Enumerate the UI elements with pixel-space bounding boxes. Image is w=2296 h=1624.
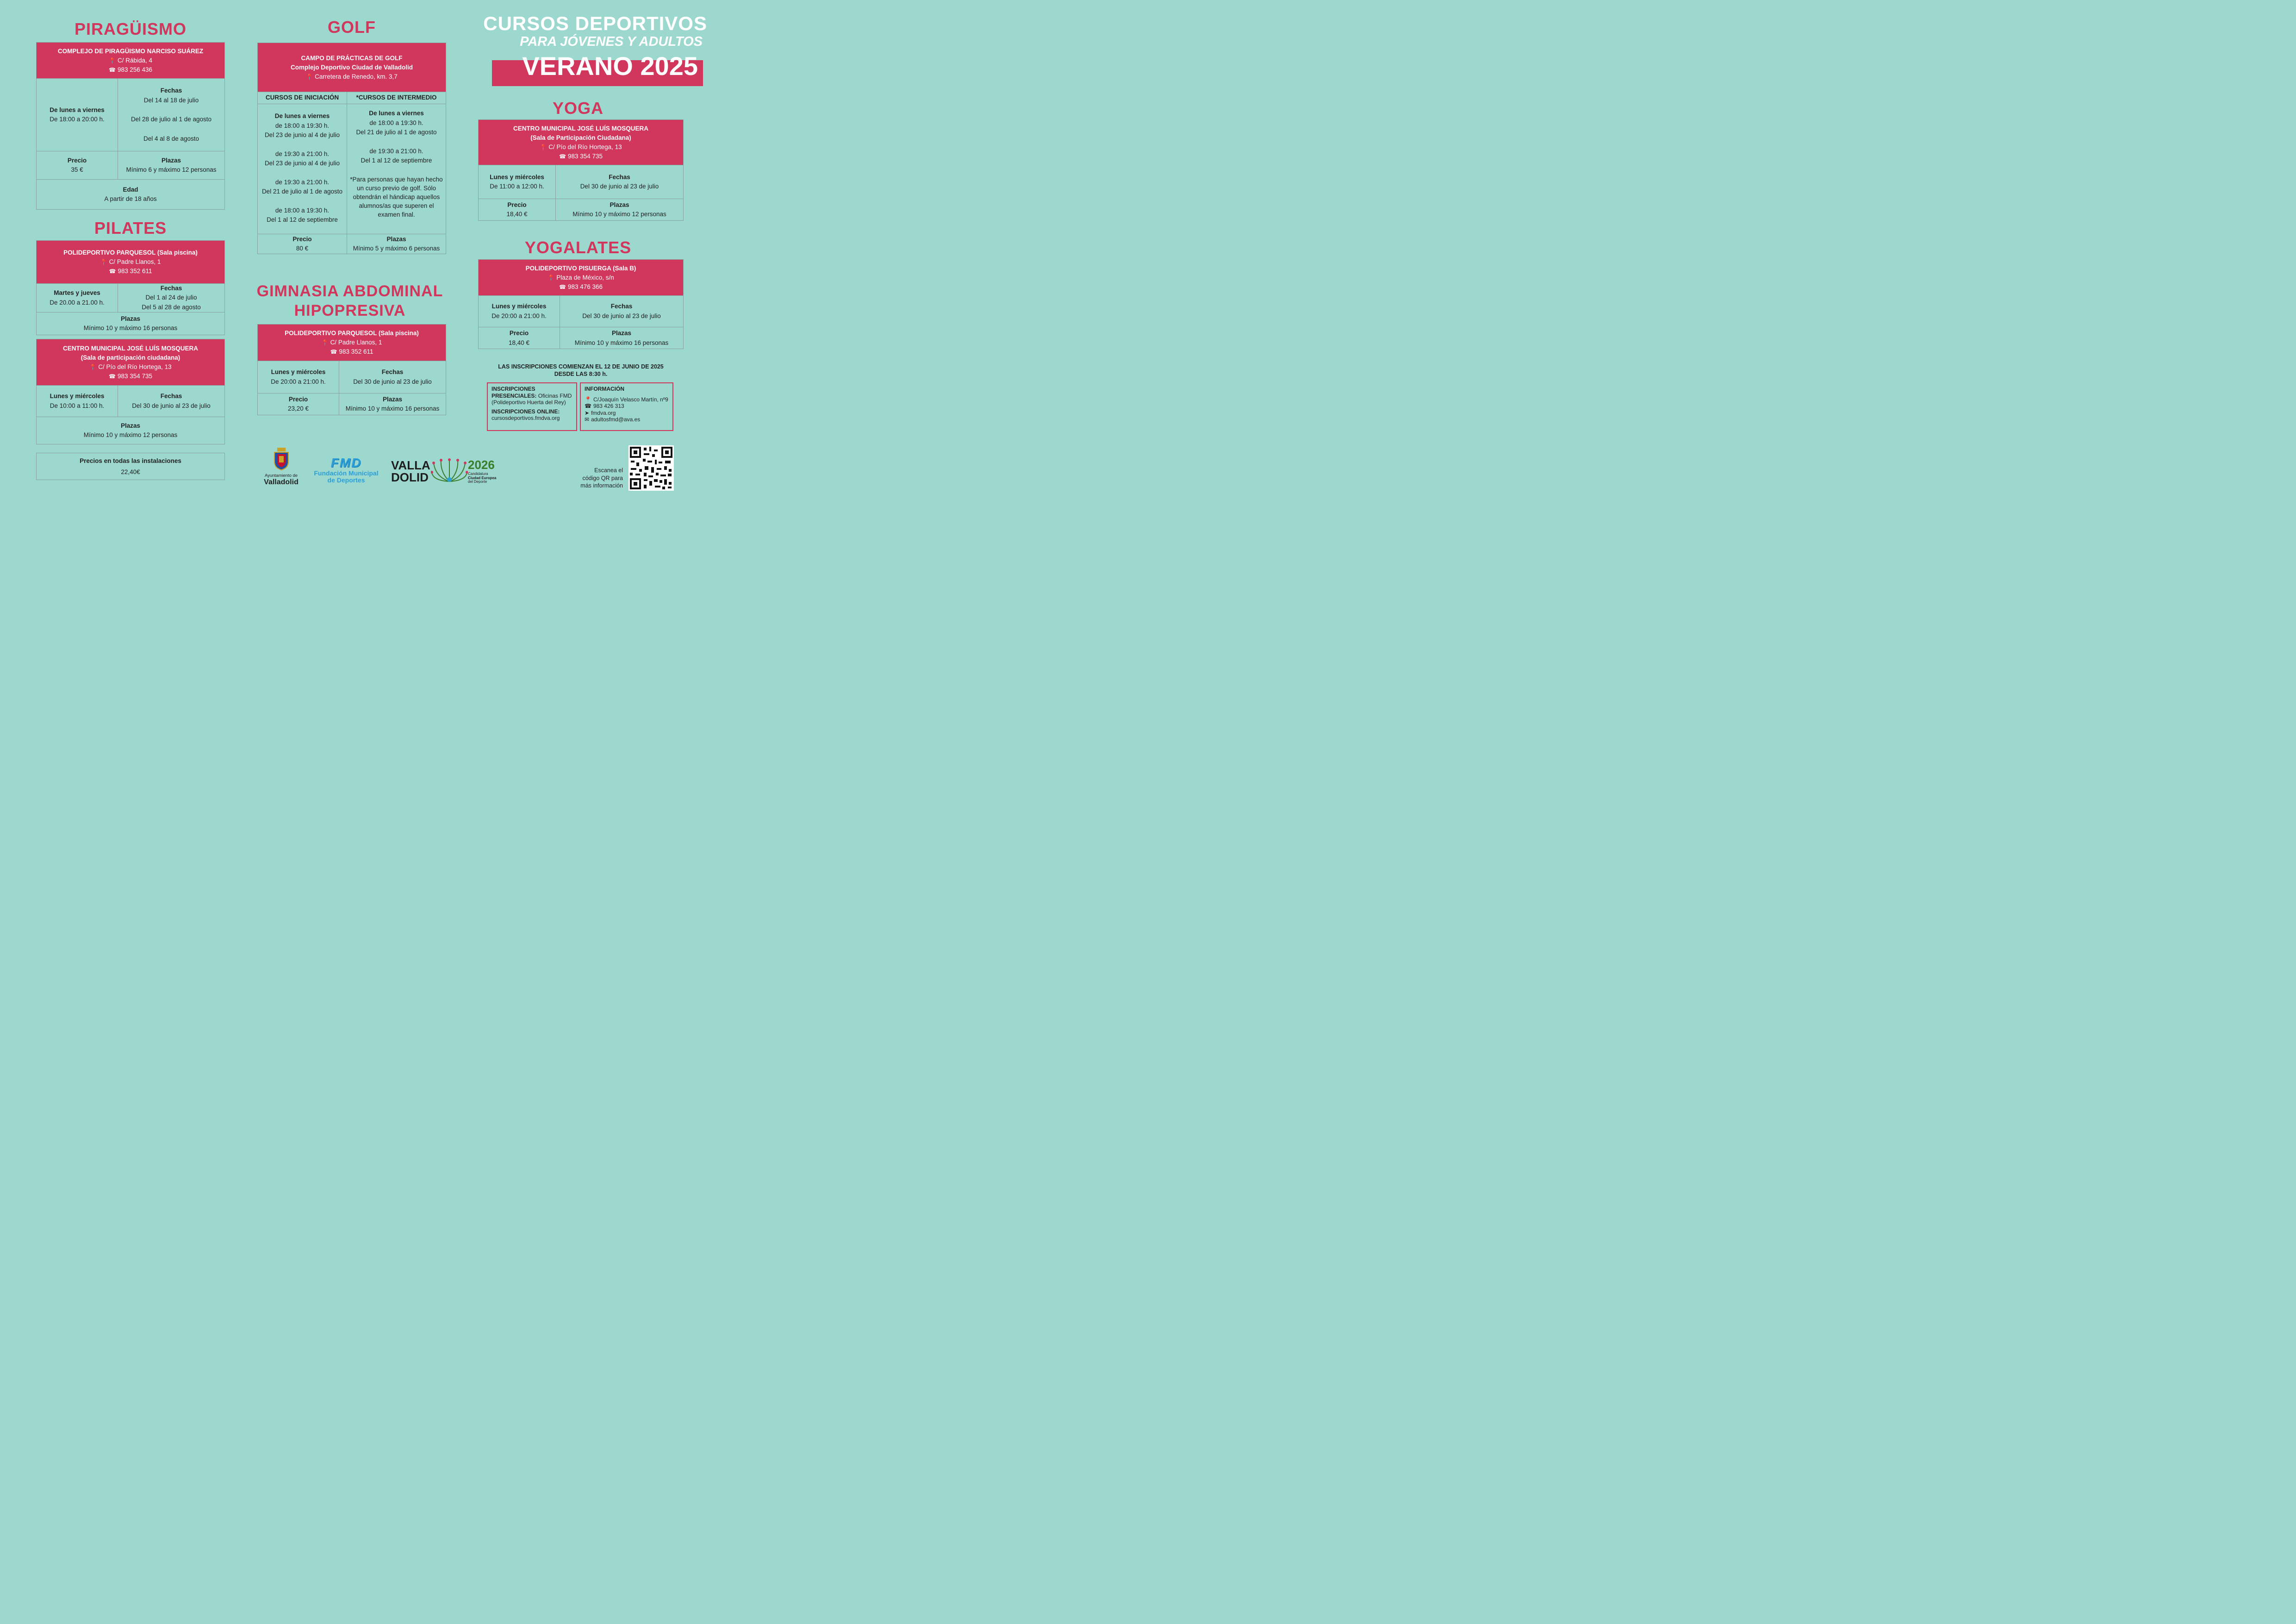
phone: 983 476 366 <box>567 283 603 290</box>
notice-line1: LAS INSCRIPCIONES COMIENZAN EL 12 DE JUNIO DE 2025 <box>498 363 664 370</box>
year-2026: 2026 <box>468 458 495 472</box>
info-email[interactable]: adultosfmd@ava.es <box>591 416 641 423</box>
location-pin-icon: 📍 <box>548 274 555 281</box>
inscripciones-notice <box>481 363 680 378</box>
days-time: De 10:00 a 11:00 h. <box>50 402 105 409</box>
address: C/ Padre Llanos, 1 <box>109 258 161 265</box>
coat-of-arms-icon <box>272 447 291 471</box>
qr-caption <box>576 467 623 490</box>
phone-icon: ☎ <box>109 268 116 275</box>
plazas-value: Mínimo 10 y máximo 16 personas <box>345 405 440 412</box>
plazas-value: Mínimo 6 y máximo 12 personas <box>126 166 217 173</box>
golf-header <box>258 43 446 92</box>
location-pin-icon: 📍 <box>100 259 107 265</box>
gimnasia-title-line1: GIMNASIA ABDOMINAL <box>256 282 443 300</box>
phone: 983 354 735 <box>567 152 603 160</box>
plazas-value: Mínimo 10 y máximo 16 personas <box>83 325 178 331</box>
fecha-item: Del 30 de junio al 23 de julio <box>353 378 432 385</box>
yogalates-header <box>479 260 683 295</box>
qr-code-icon[interactable] <box>628 445 674 491</box>
address: C/ Pío del Río Hortega, 13 <box>548 143 622 150</box>
address: Carretera de Renedo, km. 3,7 <box>315 73 398 80</box>
schedule-line: de 18:00 a 19:30 h. <box>275 206 330 214</box>
plazas-label: Plazas <box>161 156 181 164</box>
fechas-label: Fechas <box>160 393 182 400</box>
qr-caption-line2: código QR para <box>582 475 623 481</box>
fecha-item: Del 14 al 18 de julio <box>143 96 199 104</box>
yoga-card <box>478 119 684 221</box>
note-line: alumnos/as que superen el <box>359 202 434 209</box>
notice-line2: DESDE LAS 8:30 h. <box>554 371 608 377</box>
candidatura-line1: Candidatura <box>468 472 488 476</box>
precio-value: 35 € <box>71 166 83 173</box>
days-label: Lunes y miércoles <box>492 303 547 310</box>
fechas-label: Fechas <box>160 284 182 292</box>
plazas-value: Mínimo 10 y máximo 12 personas <box>83 431 178 438</box>
center-name: POLIDEPORTIVO PISUERGA (Sala B) <box>525 264 636 272</box>
note-line: obtendrán el hándicap aquellos <box>353 193 440 200</box>
column-header-iniciacion: CURSOS DE INICIACIÓN <box>265 94 339 101</box>
ayto-name: Valladolid <box>264 478 299 486</box>
days-label: Lunes y miércoles <box>271 369 326 375</box>
address: C/ Padre Llanos, 1 <box>330 339 382 346</box>
fechas-label: Fechas <box>381 369 404 375</box>
piraguismo-title: PIRAGÜISMO <box>74 19 187 38</box>
dolid-text: DOLID <box>391 470 429 484</box>
yogalates-title: YOGALATES <box>524 238 632 257</box>
gimnasia-card <box>257 324 446 415</box>
fechas-label: Fechas <box>160 87 182 94</box>
edad-label: Edad <box>123 186 138 193</box>
center-room: (Sala de Participación Ciudadana) <box>530 134 631 141</box>
schedule-line: de 19:30 a 21:00 h. <box>275 150 330 157</box>
note-line: un curso previo de golf. Sólo <box>356 184 436 192</box>
pilates-title: PILATES <box>94 219 167 237</box>
presencial-place: (Polideportivo Huerta del Rey) <box>492 399 566 406</box>
days-label: Lunes y miércoles <box>490 173 544 181</box>
plazas-label: Plazas <box>382 395 403 403</box>
location-pin-icon: 📍 <box>540 144 547 150</box>
fecha-item: Del 4 al 8 de agosto <box>143 135 199 142</box>
golf-card <box>257 43 446 254</box>
fechas-label: Fechas <box>609 173 630 181</box>
fecha-item: Del 1 al 24 de julio <box>145 294 197 301</box>
gimnasia-header <box>258 325 446 361</box>
yoga-title: YOGA <box>552 99 604 118</box>
schedule-line: de 19:30 a 21:00 h. <box>275 178 330 186</box>
schedule-line: de 19:30 a 21:00 h. <box>369 147 423 155</box>
phone-icon: ☎ <box>559 283 566 290</box>
phone: 983 352 611 <box>339 348 373 355</box>
plazas-label: Plazas <box>120 422 141 429</box>
qr-caption-line3: más información <box>580 482 623 489</box>
info-web[interactable]: fmdva.org <box>591 409 616 416</box>
location-pin-icon: 📍 <box>306 73 313 80</box>
online-label: INSCRIPCIONES ONLINE: <box>492 408 560 415</box>
intermedio-schedule <box>347 104 446 234</box>
schedule-line: Del 23 de junio al 4 de julio <box>264 160 340 167</box>
precio-value: 18,40 € <box>506 211 528 218</box>
address: C/ Pío del Río Hortega, 13 <box>98 363 172 370</box>
gimnasia-title-line2: HIPOPRESIVA <box>294 302 406 319</box>
center-name: CENTRO MUNICIPAL JOSÉ LUÍS MOSQUERA <box>62 344 199 352</box>
days-time: De 20:00 a 21:00 h. <box>492 312 547 319</box>
pilates-price-box <box>36 453 225 480</box>
piraguismo-header <box>37 43 224 78</box>
plazas-value: Mínimo 10 y máximo 12 personas <box>572 211 666 218</box>
fmd-mark: FMD <box>330 456 362 470</box>
center-subname: Complejo Deportivo Ciudad de Valladolid <box>290 63 413 71</box>
info-title: INFORMACIÓN <box>585 386 624 392</box>
plazas-value: Mínimo 5 y máximo 6 personas <box>353 245 440 252</box>
location-pin-icon: 📍 <box>109 57 116 64</box>
precio-label: Precio <box>292 235 312 243</box>
iniciacion-schedule <box>258 104 347 234</box>
yogalates-card <box>478 259 684 349</box>
plazas-label: Plazas <box>120 315 141 322</box>
peacock-icon <box>431 458 468 484</box>
intermedio-note <box>350 175 442 219</box>
fmd-logo <box>307 456 385 484</box>
phone-icon: ☎ <box>330 349 337 355</box>
days-label: De lunes a viernes <box>50 106 105 113</box>
days-label: Lunes y miércoles <box>50 393 105 400</box>
schedule-line: de 18:00 a 19:30 h. <box>369 119 423 126</box>
pilates-card-mosquera <box>36 339 225 444</box>
phone-icon: ☎ <box>108 66 116 73</box>
plazas-label: Plazas <box>610 201 629 208</box>
valla-text: VALLA <box>391 458 430 472</box>
precio-label: Precio <box>67 156 87 164</box>
plazas-label: Plazas <box>386 235 406 243</box>
fecha-item: Del 30 de junio al 23 de julio <box>582 312 661 319</box>
column-header-intermedio: *CURSOS DE INTERMEDIO <box>356 94 437 101</box>
address: C/ Rábida, 4 <box>117 56 152 64</box>
days-time: De 20.00 a 21.00 h. <box>50 299 105 306</box>
valladolid-2026-logo <box>391 458 502 486</box>
location-pin-icon: 📍 <box>585 396 591 403</box>
days-label: De lunes a viernes <box>274 112 330 119</box>
presencial-label: INSCRIPCIONES <box>492 386 535 392</box>
address: Plaza de México, s/n <box>556 274 614 281</box>
main-title: CURSOS DEPORTIVOS <box>483 12 707 34</box>
precio-label: Precios en todas las instalaciones <box>80 457 181 464</box>
days-time: De 20:00 a 21:00 h. <box>271 378 326 385</box>
golf-title: GOLF <box>328 18 376 37</box>
phone-icon: ☎ <box>585 403 591 409</box>
center-name: POLIDEPORTIVO PARQUESOL (Sala piscina) <box>285 330 419 337</box>
schedule-line: Del 23 de junio al 4 de julio <box>264 131 340 138</box>
precio-value: 80 € <box>296 245 309 252</box>
phone: 983 354 735 <box>117 372 153 380</box>
fecha-item: Del 30 de junio al 23 de julio <box>580 183 659 190</box>
note-line: *Para personas que hayan hecho <box>350 175 443 183</box>
pilates-header <box>37 339 224 385</box>
ayto-label: Ayuntamiento de <box>264 473 298 478</box>
plazas-label: Plazas <box>611 330 632 337</box>
inscripciones-box <box>487 382 577 431</box>
pilates-header <box>37 241 224 283</box>
piraguismo-card <box>36 42 225 210</box>
phone-icon: ☎ <box>559 153 566 160</box>
precio-label: Precio <box>507 201 527 208</box>
fecha-item: Del 5 al 28 de agosto <box>142 303 201 311</box>
schedule-line: Del 1 al 12 de septiembre <box>267 216 338 223</box>
center-name: CAMPO DE PRÁCTICAS DE GOLF <box>301 54 403 62</box>
location-pin-icon: 📍 <box>321 339 329 346</box>
season-title: VERANO 2025 <box>522 51 698 81</box>
phone-icon: ☎ <box>108 373 116 380</box>
precio-value: 23,20 € <box>287 405 309 412</box>
days-label: De lunes a viernes <box>369 110 424 117</box>
center-name: COMPLEJO DE PIRAGÜISMO NARCISO SUÁREZ <box>57 47 204 55</box>
fecha-item: Del 28 de julio al 1 de agosto <box>131 116 212 123</box>
qr-caption-line1: Escanea el <box>594 467 623 474</box>
info-phone: 983 426 313 <box>593 403 624 409</box>
fechas-label: Fechas <box>610 303 633 310</box>
precio-value: 18,40 € <box>508 339 530 346</box>
info-address: C/Joaquín Velasco Martín, nº9 <box>593 396 668 403</box>
gimnasia-title <box>248 281 452 320</box>
days-time: De 11:00 a 12:00 h. <box>490 183 544 190</box>
ayuntamiento-logo <box>259 447 303 487</box>
location-pin-icon: 📍 <box>89 363 97 370</box>
note-line: examen final. <box>378 211 415 218</box>
schedule-line: Del 21 de julio al 1 de agosto <box>356 129 437 136</box>
mail-icon: ✉ <box>585 416 590 423</box>
schedule-line: de 18:00 a 19:30 h. <box>275 122 330 129</box>
phone: 983 352 611 <box>118 268 152 275</box>
candidatura-line2: Ciudad Europea <box>468 475 497 480</box>
fmd-name2: de Deportes <box>327 476 365 484</box>
days-label: Martes y jueves <box>54 289 100 296</box>
yoga-header <box>479 120 683 165</box>
center-name: POLIDEPORTIVO PARQUESOL (Sala piscina) <box>63 249 198 256</box>
cursor-icon: ➤ <box>585 409 590 416</box>
center-name: CENTRO MUNICIPAL JOSÉ LUÍS MOSQUERA <box>513 125 649 132</box>
fmd-name1: Fundación Municipal <box>314 469 379 477</box>
precio-value: 22,40€ <box>121 468 140 475</box>
pilates-card-parquesol <box>36 240 225 335</box>
presencial-label2: PRESENCIALES: <box>492 392 537 399</box>
schedule-line: Del 21 de julio al 1 de agosto <box>261 188 343 195</box>
edad-value: A partir de 18 años <box>104 195 157 202</box>
days-time: De 18:00 a 20:00 h. <box>50 116 105 123</box>
online-link[interactable]: cursosdeportivos.fmdva.org <box>492 415 560 421</box>
schedule-line: Del 1 al 12 de septiembre <box>361 157 432 164</box>
precio-label: Precio <box>288 395 308 403</box>
informacion-box <box>580 382 673 431</box>
presencial-value: Oficinas FMD <box>538 392 572 399</box>
center-room: (Sala de participación ciudadana) <box>81 354 180 361</box>
precio-label: Precio <box>509 330 529 337</box>
plazas-value: Mínimo 10 y máximo 16 personas <box>574 339 669 346</box>
candidatura-line3: del Deporte <box>468 480 487 484</box>
subtitle: PARA JÓVENES Y ADULTOS <box>520 34 703 49</box>
phone: 983 256 436 <box>117 66 153 73</box>
fecha-item: Del 30 de junio al 23 de julio <box>132 402 211 409</box>
